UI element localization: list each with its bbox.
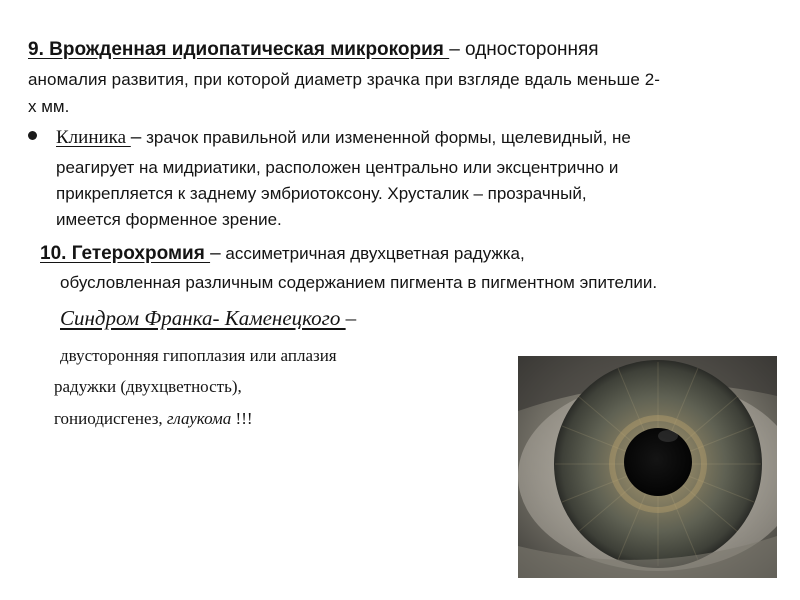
glaucoma-term: глаукома xyxy=(166,409,232,428)
section10-line2: обусловленная различным содержанием пигмента в пигментном эпителии. xyxy=(60,273,658,292)
section10-line1-text: ассиметричная двухцветная радужка, xyxy=(220,244,525,263)
section10-title: 10. Гетерохромия xyxy=(40,243,211,264)
section9-dash: – xyxy=(449,39,460,60)
clinic-line2: реагирует на мидриатики, расположен центрально или эксцентрично и xyxy=(56,158,619,177)
section10-line1 xyxy=(40,244,525,263)
syndrome-line1: двусторонняя гипоплазия или аплазия xyxy=(60,346,337,365)
syndrome-title-line xyxy=(60,308,356,329)
syndrome-line3-end: !!! xyxy=(231,409,253,428)
section10-dash: – xyxy=(210,243,221,264)
clinic-line1 xyxy=(56,128,631,147)
clinic-line4: имеется форменное зрение. xyxy=(56,210,282,229)
syndrome-line3 xyxy=(54,410,253,427)
syndrome-line3-start: гониодисгенез, xyxy=(54,409,167,428)
syndrome-line2: радужки (двухцветность), xyxy=(54,377,242,396)
clinic-dash: – xyxy=(130,127,142,148)
syndrome-title: Синдром Франка- Каменецкого xyxy=(60,306,346,330)
eye-photo-icon xyxy=(518,356,777,578)
section9-title: 9. Врожденная идиопатическая микрокория xyxy=(28,39,450,60)
bullet-icon xyxy=(28,131,37,140)
section9-line1 xyxy=(28,40,599,59)
section9-line3: х мм. xyxy=(28,97,70,116)
syndrome-dash: – xyxy=(345,306,357,330)
section9-line1-text: односторонняя xyxy=(459,39,599,60)
section9-line2: аномалия развития, при которой диаметр зрачка при взгляде вдаль меньше 2- xyxy=(28,70,661,89)
clinic-line1-text: зрачок правильной или измененной формы, щелевидный, не xyxy=(141,128,631,147)
clinic-line3: прикрепляется к заднему эмбриотоксону. Хрусталик – прозрачный, xyxy=(56,184,587,203)
clinic-label: Клиника xyxy=(56,127,131,148)
